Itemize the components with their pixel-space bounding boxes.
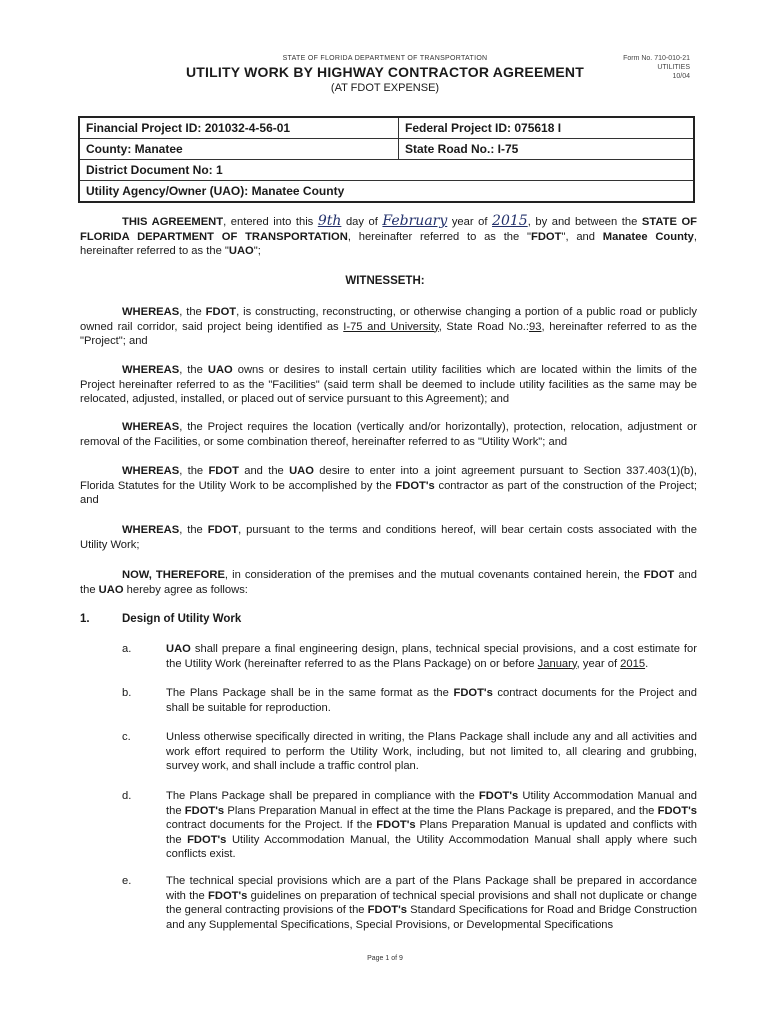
section-1-heading: 1. Design of Utility Work xyxy=(80,613,242,625)
handwritten-day: 9th xyxy=(317,213,342,229)
page-number: Page 1 of 9 xyxy=(367,955,403,962)
form-number: Form No. 710-010-21 xyxy=(623,55,690,62)
financial-project-id: Financial Project ID: 201032-4-56-01 xyxy=(79,117,399,139)
item-d: d. The Plans Package shall be prepared in compliance with the FDOT's Utility Accommodation Manual and the FDOT's Plans Preparation Manual in effect at the time the Plans Package is prepared, and the FDOT's contract documents for the Project. If the FDOT's Plans Preparation Manual is updated and conflicts with the FDOT's Utility Accommodation Manual, the Utility Accommodation Manual shall apply where such conflicts exist. xyxy=(122,790,697,860)
witnesseth-heading: WITNESSETH: xyxy=(345,275,425,287)
handwritten-year: 2015 xyxy=(492,213,528,229)
road-number: 93 xyxy=(529,320,542,333)
form-number-block xyxy=(600,54,690,81)
document-title: UTILITY WORK BY HIGHWAY CONTRACTOR AGREEMENT xyxy=(186,64,584,80)
county: County: Manatee xyxy=(79,139,399,160)
handwritten-month: February xyxy=(382,213,448,229)
district-document-no: District Document No: 1 xyxy=(79,160,694,181)
item-b: b. The Plans Package shall be in the same format as the FDOT's contract documents for the Project and shall be suitable for reproduction. xyxy=(122,687,698,714)
item-a: a. UAO shall prepare a final engineering design, plans, technical special provisions, and a cost estimate for the Utility Work (hereinafter referred to as the Plans Package) on or before January, year of 2015. xyxy=(122,643,697,670)
whereas-paragraph-3: WHEREAS, the Project requires the location (vertically and/or horizontally), protection, relocation, adjustment or removal of the Facilities, or some combination thereof, hereinafter referred to as "Utility Work"; and xyxy=(80,421,697,448)
form-date: 10/04 xyxy=(672,73,690,80)
utility-agency-owner: Utility Agency/Owner (UAO): Manatee County xyxy=(79,181,694,203)
agreement-lead: THIS AGREEMENT xyxy=(122,216,224,228)
state-road-no: State Road No.: I-75 xyxy=(399,139,695,160)
project-info-table xyxy=(78,116,695,203)
document-subtitle: (AT FDOT EXPENSE) xyxy=(330,82,440,94)
agreement-paragraph: THIS AGREEMENT, entered into this 9th day of February year of 2015, by and between the STATE OF FLORIDA DEPARTMENT OF TRANSPORTATION, hereinafter referred to as the "FDOT", and Manatee County, hereinafter referred to as the "UAO"; xyxy=(80,213,698,257)
form-department: UTILITIES xyxy=(657,64,690,71)
agency-name: STATE OF FLORIDA DEPARTMENT OF TRANSPORTATION xyxy=(282,55,488,62)
item-c: c. Unless otherwise specifically directed in writing, the Plans Package shall include any and all activities and work effort required to perform the Utility Work, including, but not limited to, all clearing and grubbing, survey work, and shall include a traffic control plan. xyxy=(122,731,697,772)
whereas-paragraph-2: WHEREAS, the UAO owns or desires to install certain utility facilities which are located within the limits of the Project hereinafter referred to as the "Facilities" (said term shall be deemed to include utility facilities as the same may be relocated, adjusted, installed, or placed out of service pursuant to this Agreement); and xyxy=(80,364,697,405)
now-therefore-paragraph: NOW, THEREFORE, in consideration of the premises and the mutual covenants contained herein, the FDOT and the UAO hereby agree as follows: xyxy=(80,569,697,596)
federal-project-id: Federal Project ID: 075618 I xyxy=(399,117,695,139)
project-name: I-75 and University xyxy=(343,320,439,333)
whereas-paragraph-1: WHEREAS, the FDOT, is constructing, reconstructing, or otherwise changing a portion of a public road or publicly owned rail corridor, said project being identified as I-75 and University, State Road No.:93, hereinafter referred to as the "Project"; and xyxy=(80,306,697,347)
whereas-paragraph-4: WHEREAS, the FDOT and the UAO desire to enter into a joint agreement pursuant to Section 337.403(1)(b), Florida Statutes for the Utility Work to be accomplished by the FDOT's contractor as part of the construction of the Project; and xyxy=(80,465,697,506)
item-e: e. The technical special provisions which are a part of the Plans Package shall be prepared in accordance with the FDOT's guidelines on preparation of technical special provisions and shall not duplicate or change the general contracting provisions of the FDOT's Standard Specifications for Road and Bridge Construction and any Supplemental Specifications, Special Provisions, or Developmental Specifications xyxy=(122,875,697,931)
whereas-paragraph-5: WHEREAS, the FDOT, pursuant to the terms and conditions hereof, will bear certain costs associated with the Utility Work; xyxy=(80,524,697,551)
